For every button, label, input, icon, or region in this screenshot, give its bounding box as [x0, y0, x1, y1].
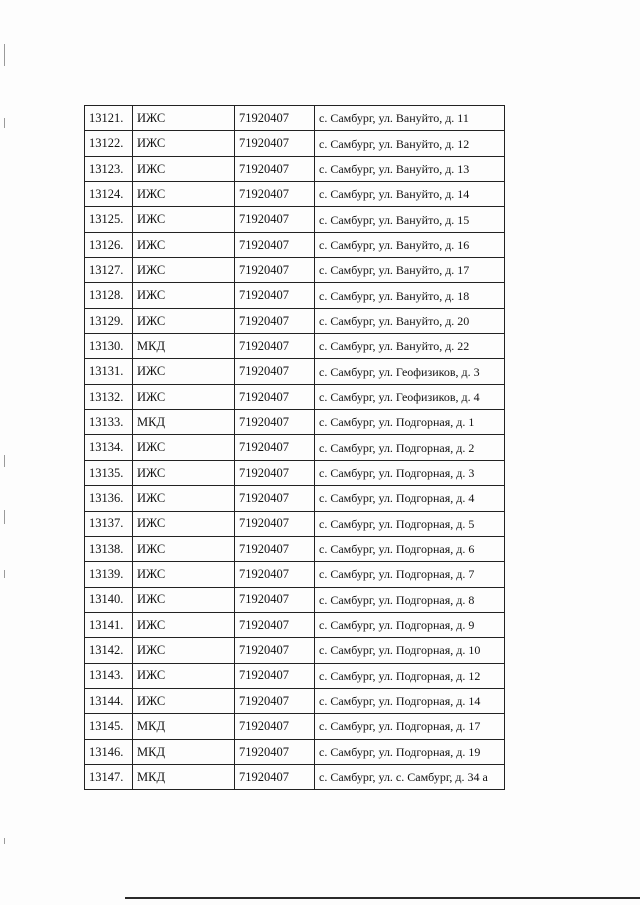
- address-cell: с. Самбург, ул. Вануйто, д. 13: [315, 156, 505, 181]
- row-number-cell: 13134.: [85, 435, 133, 460]
- scan-artifact-mark: [4, 118, 5, 128]
- table-row: [85, 587, 505, 612]
- oktmo-code-cell: 71920407: [235, 131, 315, 156]
- row-number-cell: 13128.: [85, 283, 133, 308]
- address-cell: с. Самбург, ул. Подгорная, д. 6: [315, 536, 505, 561]
- address-cell: с. Самбург, ул. Вануйто, д. 20: [315, 308, 505, 333]
- oktmo-code-cell: 71920407: [235, 511, 315, 536]
- row-number-cell: 13124.: [85, 182, 133, 207]
- scan-artifact-mark: [4, 44, 5, 66]
- table-row: [85, 258, 505, 283]
- building-type-cell: ИЖС: [133, 232, 235, 257]
- address-cell: с. Самбург, ул. Подгорная, д. 19: [315, 739, 505, 764]
- table-row: [85, 182, 505, 207]
- address-cell: с. Самбург, ул. Подгорная, д. 17: [315, 714, 505, 739]
- building-type-cell: МКД: [133, 714, 235, 739]
- building-type-cell: ИЖС: [133, 688, 235, 713]
- building-type-cell: ИЖС: [133, 283, 235, 308]
- oktmo-code-cell: 71920407: [235, 739, 315, 764]
- building-type-cell: ИЖС: [133, 182, 235, 207]
- oktmo-code-cell: 71920407: [235, 435, 315, 460]
- oktmo-code-cell: 71920407: [235, 638, 315, 663]
- building-type-cell: МКД: [133, 410, 235, 435]
- building-type-cell: МКД: [133, 739, 235, 764]
- oktmo-code-cell: 71920407: [235, 460, 315, 485]
- registry-table-body: [85, 106, 505, 790]
- row-number-cell: 13136.: [85, 486, 133, 511]
- table-row: [85, 562, 505, 587]
- building-type-cell: ИЖС: [133, 359, 235, 384]
- scan-artifact-mark: [4, 455, 5, 467]
- address-cell: с. Самбург, ул. Подгорная, д. 7: [315, 562, 505, 587]
- table-row: [85, 663, 505, 688]
- building-type-cell: ИЖС: [133, 106, 235, 131]
- row-number-cell: 13147.: [85, 764, 133, 789]
- address-cell: с. Самбург, ул. Подгорная, д. 4: [315, 486, 505, 511]
- address-cell: с. Самбург, ул. Подгорная, д. 9: [315, 612, 505, 637]
- table-row: [85, 106, 505, 131]
- address-cell: с. Самбург, ул. Геофизиков, д. 4: [315, 384, 505, 409]
- address-cell: с. Самбург, ул. Подгорная, д. 8: [315, 587, 505, 612]
- building-type-cell: ИЖС: [133, 612, 235, 637]
- row-number-cell: 13138.: [85, 536, 133, 561]
- row-number-cell: 13122.: [85, 131, 133, 156]
- building-type-cell: МКД: [133, 334, 235, 359]
- row-number-cell: 13135.: [85, 460, 133, 485]
- table-row: [85, 536, 505, 561]
- row-number-cell: 13133.: [85, 410, 133, 435]
- table-row: [85, 612, 505, 637]
- table-row: [85, 207, 505, 232]
- address-cell: с. Самбург, ул. Подгорная, д. 1: [315, 410, 505, 435]
- oktmo-code-cell: 71920407: [235, 486, 315, 511]
- row-number-cell: 13141.: [85, 612, 133, 637]
- address-cell: с. Самбург, ул. Вануйто, д. 16: [315, 232, 505, 257]
- oktmo-code-cell: 71920407: [235, 562, 315, 587]
- building-type-cell: ИЖС: [133, 131, 235, 156]
- address-cell: с. Самбург, ул. Подгорная, д. 5: [315, 511, 505, 536]
- row-number-cell: 13140.: [85, 587, 133, 612]
- row-number-cell: 13144.: [85, 688, 133, 713]
- row-number-cell: 13123.: [85, 156, 133, 181]
- table-row: [85, 688, 505, 713]
- building-type-cell: ИЖС: [133, 207, 235, 232]
- oktmo-code-cell: 71920407: [235, 283, 315, 308]
- building-type-cell: ИЖС: [133, 663, 235, 688]
- building-type-cell: ИЖС: [133, 435, 235, 460]
- row-number-cell: 13132.: [85, 384, 133, 409]
- building-type-cell: ИЖС: [133, 384, 235, 409]
- row-number-cell: 13121.: [85, 106, 133, 131]
- address-cell: с. Самбург, ул. Вануйто, д. 12: [315, 131, 505, 156]
- table-row: [85, 410, 505, 435]
- row-number-cell: 13127.: [85, 258, 133, 283]
- table-row: [85, 283, 505, 308]
- address-cell: с. Самбург, ул. Вануйто, д. 17: [315, 258, 505, 283]
- row-number-cell: 13125.: [85, 207, 133, 232]
- oktmo-code-cell: 71920407: [235, 536, 315, 561]
- building-type-cell: ИЖС: [133, 587, 235, 612]
- oktmo-code-cell: 71920407: [235, 359, 315, 384]
- address-cell: с. Самбург, ул. Вануйто, д. 15: [315, 207, 505, 232]
- table-row: [85, 486, 505, 511]
- table-row: [85, 511, 505, 536]
- row-number-cell: 13145.: [85, 714, 133, 739]
- oktmo-code-cell: 71920407: [235, 258, 315, 283]
- building-type-cell: ИЖС: [133, 638, 235, 663]
- registry-table: [84, 105, 505, 790]
- table-row: [85, 131, 505, 156]
- address-cell: с. Самбург, ул. Подгорная, д. 12: [315, 663, 505, 688]
- row-number-cell: 13146.: [85, 739, 133, 764]
- row-number-cell: 13143.: [85, 663, 133, 688]
- table-row: [85, 359, 505, 384]
- oktmo-code-cell: 71920407: [235, 207, 315, 232]
- oktmo-code-cell: 71920407: [235, 714, 315, 739]
- building-type-cell: ИЖС: [133, 511, 235, 536]
- oktmo-code-cell: 71920407: [235, 764, 315, 789]
- address-cell: с. Самбург, ул. Вануйто, д. 14: [315, 182, 505, 207]
- table-row: [85, 384, 505, 409]
- oktmo-code-cell: 71920407: [235, 587, 315, 612]
- address-cell: с. Самбург, ул. Подгорная, д. 14: [315, 688, 505, 713]
- address-cell: с. Самбург, ул. Подгорная, д. 2: [315, 435, 505, 460]
- address-cell: с. Самбург, ул. Вануйто, д. 18: [315, 283, 505, 308]
- building-type-cell: ИЖС: [133, 460, 235, 485]
- oktmo-code-cell: 71920407: [235, 334, 315, 359]
- table-row: [85, 460, 505, 485]
- oktmo-code-cell: 71920407: [235, 232, 315, 257]
- building-type-cell: ИЖС: [133, 258, 235, 283]
- oktmo-code-cell: 71920407: [235, 688, 315, 713]
- address-cell: с. Самбург, ул. Подгорная, д. 3: [315, 460, 505, 485]
- row-number-cell: 13137.: [85, 511, 133, 536]
- address-cell: с. Самбург, ул. Вануйто, д. 11: [315, 106, 505, 131]
- address-cell: с. Самбург, ул. с. Самбург, д. 34 а: [315, 764, 505, 789]
- building-type-cell: ИЖС: [133, 536, 235, 561]
- row-number-cell: 13129.: [85, 308, 133, 333]
- building-type-cell: ИЖС: [133, 486, 235, 511]
- bottom-rule: [125, 897, 640, 899]
- oktmo-code-cell: 71920407: [235, 384, 315, 409]
- table-row: [85, 714, 505, 739]
- row-number-cell: 13130.: [85, 334, 133, 359]
- table-row: [85, 739, 505, 764]
- row-number-cell: 13139.: [85, 562, 133, 587]
- table-row: [85, 308, 505, 333]
- table-row: [85, 156, 505, 181]
- table-row: [85, 638, 505, 663]
- row-number-cell: 13126.: [85, 232, 133, 257]
- building-type-cell: МКД: [133, 764, 235, 789]
- oktmo-code-cell: 71920407: [235, 156, 315, 181]
- table-row: [85, 435, 505, 460]
- row-number-cell: 13142.: [85, 638, 133, 663]
- table-row: [85, 334, 505, 359]
- oktmo-code-cell: 71920407: [235, 612, 315, 637]
- oktmo-code-cell: 71920407: [235, 106, 315, 131]
- building-type-cell: ИЖС: [133, 156, 235, 181]
- scan-artifact-mark: [4, 510, 5, 524]
- oktmo-code-cell: 71920407: [235, 663, 315, 688]
- building-type-cell: ИЖС: [133, 308, 235, 333]
- oktmo-code-cell: 71920407: [235, 308, 315, 333]
- table-row: [85, 764, 505, 789]
- building-type-cell: ИЖС: [133, 562, 235, 587]
- scan-artifact-mark: [4, 570, 5, 578]
- scan-artifact-mark: [4, 838, 5, 844]
- row-number-cell: 13131.: [85, 359, 133, 384]
- table-row: [85, 232, 505, 257]
- address-cell: с. Самбург, ул. Вануйто, д. 22: [315, 334, 505, 359]
- address-cell: с. Самбург, ул. Подгорная, д. 10: [315, 638, 505, 663]
- oktmo-code-cell: 71920407: [235, 410, 315, 435]
- address-cell: с. Самбург, ул. Геофизиков, д. 3: [315, 359, 505, 384]
- oktmo-code-cell: 71920407: [235, 182, 315, 207]
